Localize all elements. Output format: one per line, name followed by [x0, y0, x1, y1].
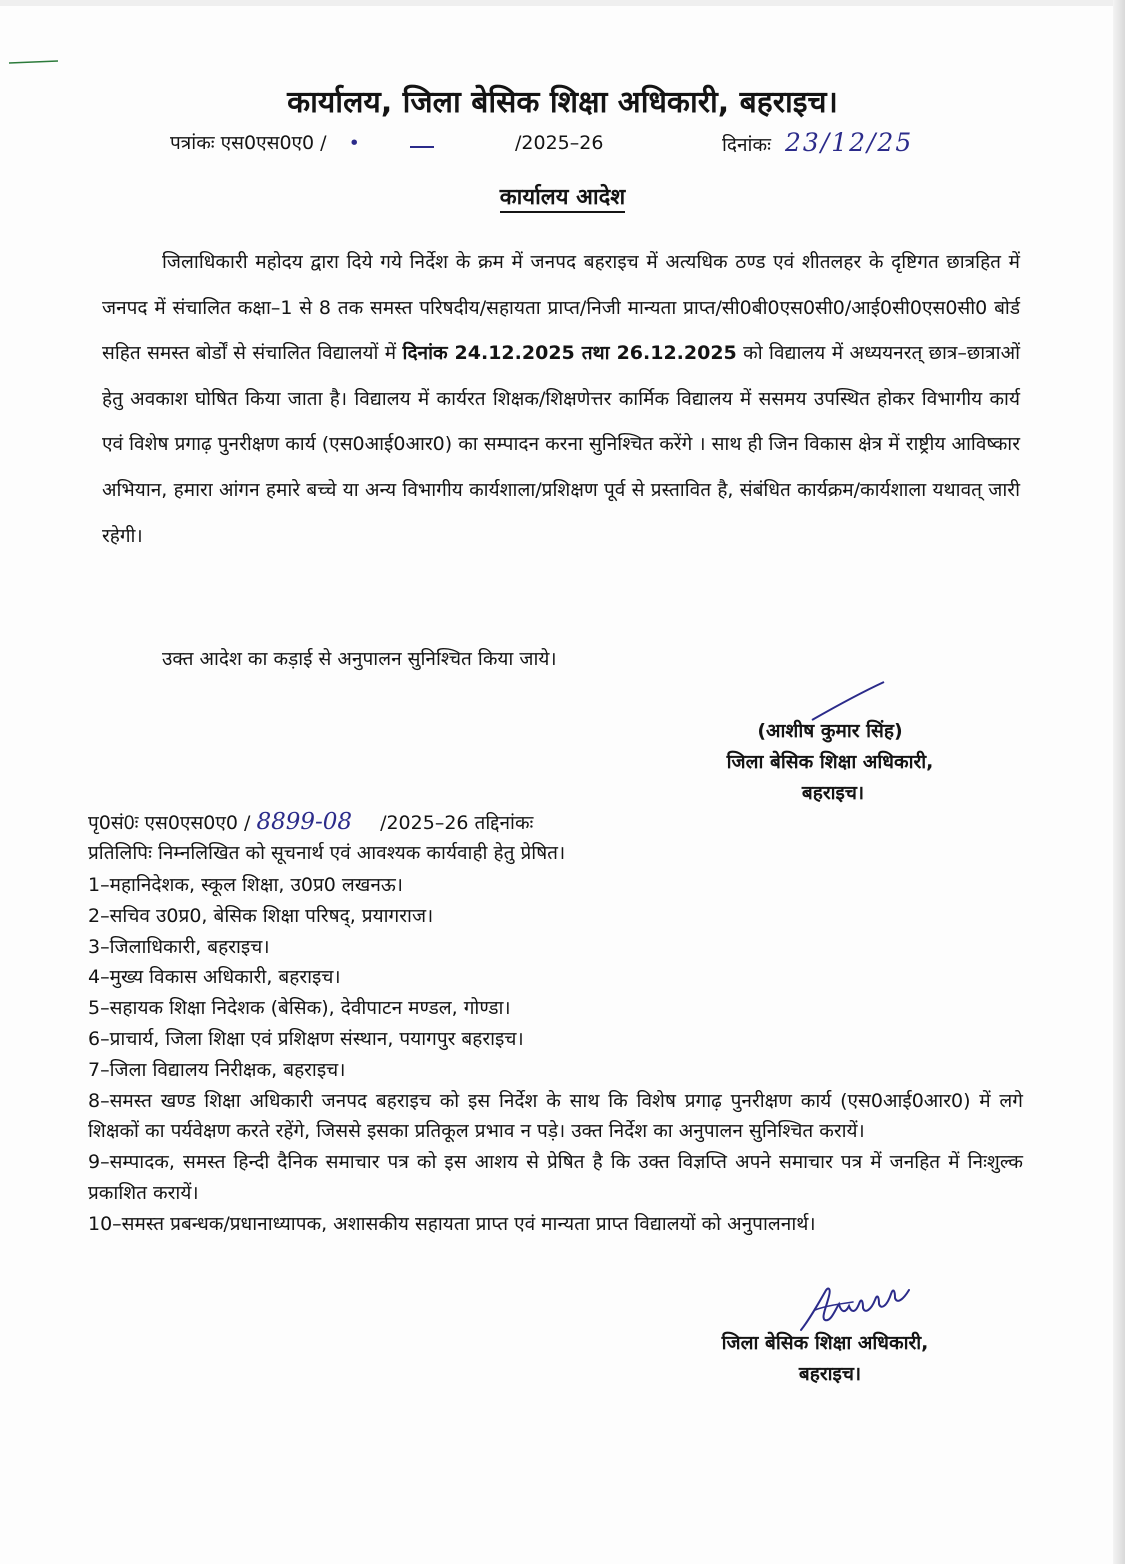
copy-reference-tail: /2025–26 तद्दिनांकः: [380, 812, 534, 834]
copy-reference-label: पृ0सं0ः एस0एस0ए0 /: [88, 812, 251, 834]
list-item: 8–समस्त खण्ड शिक्षा अधिकारी जनपद बहराइच को इस निर्देश के साथ कि विशेष प्रगाढ़ पुनरीक्षण कार्य (एस0आई0आर0) में लगे शिक्षकों का पर्यवेक्षण करते रहेंगे, जिससे इसका प्रतिकूल प्रभाव न पड़े। उक्त निर्देश का अनुपालन सुनिश्चित करायें।: [88, 1089, 1023, 1143]
date-label: दिनांकः: [722, 134, 771, 156]
list-item: 5–सहायक शिक्षा निदेशक (बेसिक), देवीपाटन मण्डल, गोण्डा।: [88, 997, 511, 1020]
reference-handwritten-dash: [410, 146, 434, 148]
page-right-edge: [1113, 0, 1125, 1564]
signatory-place: बहराइच।: [801, 782, 865, 804]
margin-scratch-mark: [8, 60, 60, 64]
list-item: 7–जिला विद्यालय निरीक्षक, बहराइच।: [88, 1058, 346, 1081]
date-handwritten: 23/12/25: [784, 128, 914, 157]
order-heading-text: कार्यालय आदेश: [500, 185, 626, 213]
issue-date: [722, 130, 913, 158]
copy-intro: प्रतिलिपिः निम्नलिखित को सूचनार्थ एवं आवश्यक कार्यवाही हेतु प्रेषित।: [88, 842, 566, 864]
order-body-part1: जिलाधिकारी महोदय द्वारा दिये गये निर्देश के क्रम में जनपद बहराइच में अत्यधिक ठण्ड एवं शीतलहर के दृष्टिगत छात्रहित में जनपद में संचालित कक्षा–1 से 8 तक समस्त परिषदीय/सहायता प्राप्त/निजी मान्यता प्राप्त/सी0बी0एस0सी0/आई0सी0एस0सी0 बोर्ड सहित समस्त बोर्डों से संचालित विद्यालयों में: [102, 251, 1020, 365]
signatory-designation: जिला बेसिक शिक्षा अधिकारी,: [726, 751, 934, 773]
copy-recipient-list: [88, 870, 1023, 1240]
order-heading: [0, 183, 1125, 213]
reference-number: [170, 130, 360, 156]
signatory-block: [700, 716, 960, 809]
order-body-paragraph: [102, 240, 1020, 559]
list-item: 1–महानिदेशक, स्कूल शिक्षा, उ0प्र0 लखनऊ।: [88, 874, 404, 896]
office-title: [0, 82, 1125, 124]
footer-signatory-designation: जिला बेसिक शिक्षा अधिकारी,: [721, 1332, 929, 1354]
list-item: 10–समस्त प्रबन्धक/प्रधानाध्यापक, अशासकीय सहायता प्राप्त एवं मान्यता प्राप्त विद्यालयों को अनुपालनार्थ।: [88, 1212, 816, 1235]
office-title-text: कार्यालय, जिला बेसिक शिक्षा अधिकारी, बहराइच।: [287, 85, 838, 120]
page-top-edge: [0, 0, 1125, 6]
list-item: 2–सचिव उ0प्र0, बेसिक शिक्षा परिषद्, प्रयागराज।: [88, 904, 434, 927]
list-item: 6–प्राचार्य, जिला शिक्षा एवं प्रशिक्षण संस्थान, पयागपुर बहराइच।: [88, 1027, 524, 1050]
order-holiday-dates: दिनांक 24.12.2025 तथा 26.12.2025: [402, 342, 737, 365]
footer-signatory-place: बहराइच।: [798, 1363, 862, 1385]
list-item: 4–मुख्य विकास अधिकारी, बहराइच।: [88, 966, 341, 989]
signatory-name: (आशीष कुमार सिंह): [757, 720, 903, 742]
copy-reference-line: [88, 807, 533, 838]
footer-signatory-block: [690, 1328, 960, 1390]
list-item: 9–सम्पादक, समस्त हिन्दी दैनिक समाचार पत्र को इस आशय से प्रेषित है कि उक्त विज्ञप्ति अपने समाचार पत्र में जनहित में निःशुल्क प्रकाशित करायें।: [88, 1151, 1023, 1204]
reference-label: पत्रांकः एस0एस0ए0 /: [170, 132, 327, 154]
list-item: 3–जिलाधिकारी, बहराइच।: [88, 935, 270, 958]
copy-reference-handwritten-number: 8899-08: [256, 809, 353, 835]
order-body-part2: को विद्यालय में अध्ययनरत् छात्र–छात्राओं हेतु अवकाश घोषित किया जाता है। विद्यालय में कार्यरत शिक्षक/शिक्षणेत्तर कार्मिक विद्यालय में ससमय उपस्थित होकर विभागीय कार्य एवं विशेष प्रगाढ़ पुनरीक्षण कार्य (एस0आई0आर0) का सम्पादन करना सुनिश्चित करेंगे । साथ ही जिन विकास क्षेत्र में राष्ट्रीय आविष्कार अभियान, हमारा आंगन हमारे बच्चे या अन्य विभागीय कार्यशाला/प्रशिक्षण पूर्व से प्रस्तावित है, संबंधित कार्यक्रम/कार्यशाला यथावत् जारी रहेगी।: [102, 342, 1020, 547]
reference-handwritten-dot: •: [348, 132, 360, 154]
reference-year: /2025–26: [515, 132, 604, 154]
order-closing-line: उक्त आदेश का कड़ाई से अनुपालन सुनिश्चित किया जाये।: [162, 648, 557, 670]
